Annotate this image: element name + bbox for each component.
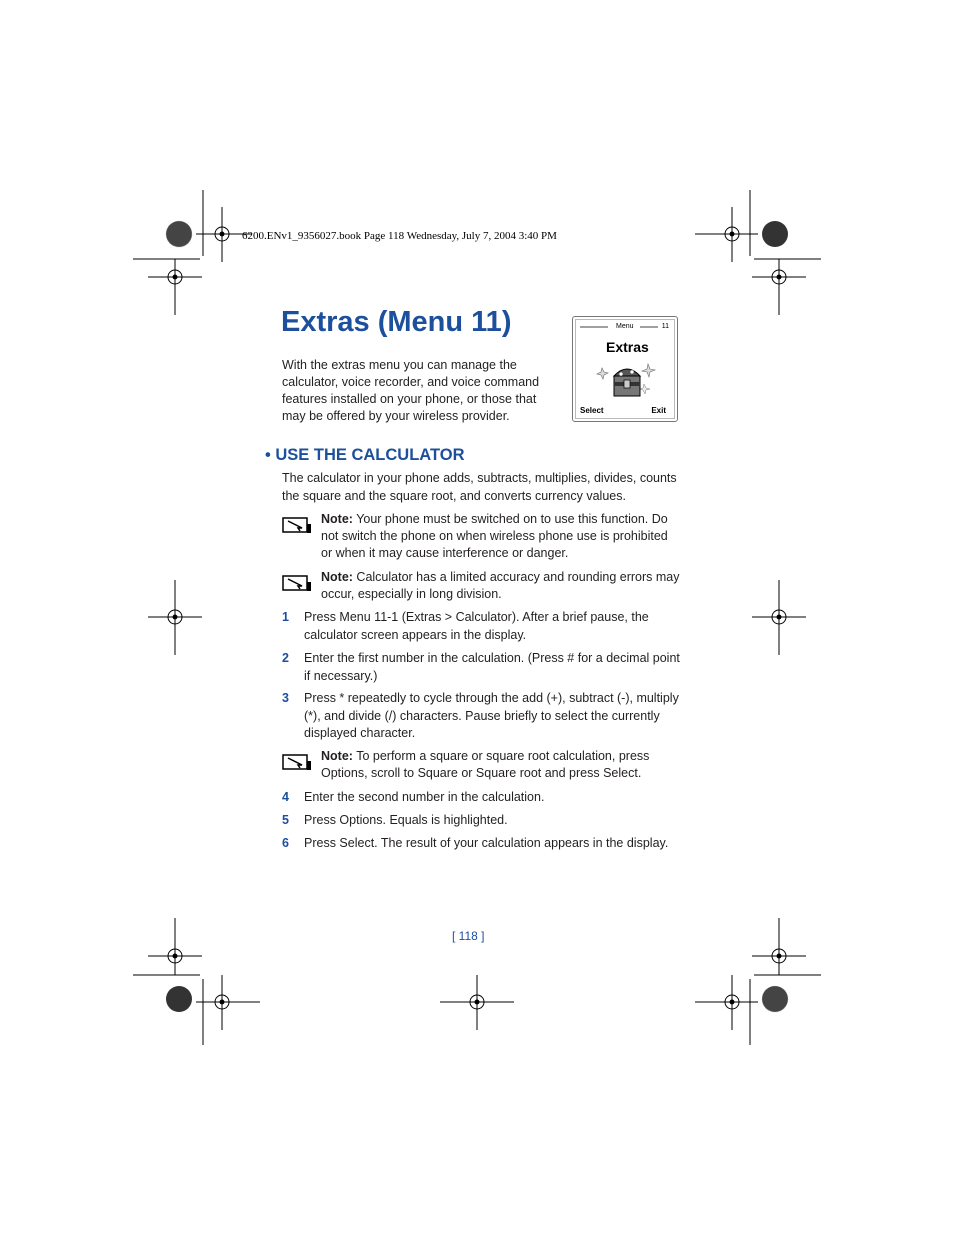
intro-paragraph: With the extras menu you can manage the calculator, voice recorder, and voice command features installed on your phone, or those that may be offered by your wireless provider. bbox=[282, 358, 540, 423]
screen-menu-label: Menu bbox=[616, 323, 634, 330]
screen-left-softkey: Select bbox=[580, 406, 604, 415]
screen-menu-number: 11 bbox=[661, 323, 669, 330]
step-text: Press * repeatedly to cycle through the add (+), subtract (-), multiply (*), and divide (/) characters. Pause briefly to select the currently displayed character. bbox=[304, 691, 679, 740]
note-label: Note: bbox=[321, 570, 353, 584]
phone-screen-illustration bbox=[572, 316, 678, 422]
note-icon bbox=[282, 754, 312, 772]
step-text: Press Menu 11-1 (Extras > Calculator). After a brief pause, the calculator screen appears in the display. bbox=[304, 610, 649, 642]
note-icon bbox=[282, 575, 312, 593]
step-number: 2 bbox=[282, 651, 289, 665]
note-text bbox=[321, 748, 681, 782]
screen-heading: Extras bbox=[606, 339, 649, 355]
note-label: Note: bbox=[321, 749, 353, 763]
step-5 bbox=[282, 812, 682, 830]
step-number: 6 bbox=[282, 836, 289, 850]
page-number: [ 118 ] bbox=[452, 929, 485, 943]
step-2 bbox=[282, 650, 682, 686]
note-icon bbox=[282, 517, 312, 535]
step-text: Enter the first number in the calculation. (Press # for a decimal point if necessary.) bbox=[304, 651, 680, 683]
step-number: 1 bbox=[282, 610, 289, 624]
step-6 bbox=[282, 835, 682, 853]
treasure-chest-icon bbox=[594, 358, 660, 404]
note-2 bbox=[282, 569, 682, 605]
note-text bbox=[321, 511, 681, 562]
step-number: 4 bbox=[282, 790, 289, 804]
note-text bbox=[321, 569, 681, 603]
step-number: 5 bbox=[282, 813, 289, 827]
step-3 bbox=[282, 690, 682, 744]
note-1 bbox=[282, 511, 682, 563]
step-1 bbox=[282, 609, 682, 645]
print-header: 6200.ENv1_9356027.book Page 118 Wednesday, July 7, 2004 3:40 PM bbox=[242, 230, 557, 242]
note-3 bbox=[282, 748, 682, 784]
step-text: Press Options. Equals is highlighted. bbox=[304, 813, 508, 827]
note-body: To perform a square or square root calculation, press Options, scroll to Square or Square root and press Select. bbox=[321, 749, 650, 780]
note-label: Note: bbox=[321, 512, 353, 526]
step-number: 3 bbox=[282, 691, 289, 705]
section-heading: • USE THE CALCULATOR bbox=[265, 446, 465, 464]
note-body: Calculator has a limited accuracy and rounding errors may occur, especially in long division. bbox=[321, 570, 680, 601]
step-4 bbox=[282, 789, 682, 807]
page-title: Extras (Menu 11) bbox=[281, 306, 512, 338]
section-intro: The calculator in your phone adds, subtracts, multiplies, divides, counts the square and the square root, and converts currency values. bbox=[282, 471, 677, 503]
note-body: Your phone must be switched on to use this function. Do not switch the phone on when wireless phone use is prohibited or when it may cause interference or danger. bbox=[321, 512, 668, 560]
step-text: Press Select. The result of your calculation appears in the display. bbox=[304, 836, 669, 850]
screen-right-softkey: Exit bbox=[651, 406, 666, 415]
step-text: Enter the second number in the calculation. bbox=[304, 790, 545, 804]
